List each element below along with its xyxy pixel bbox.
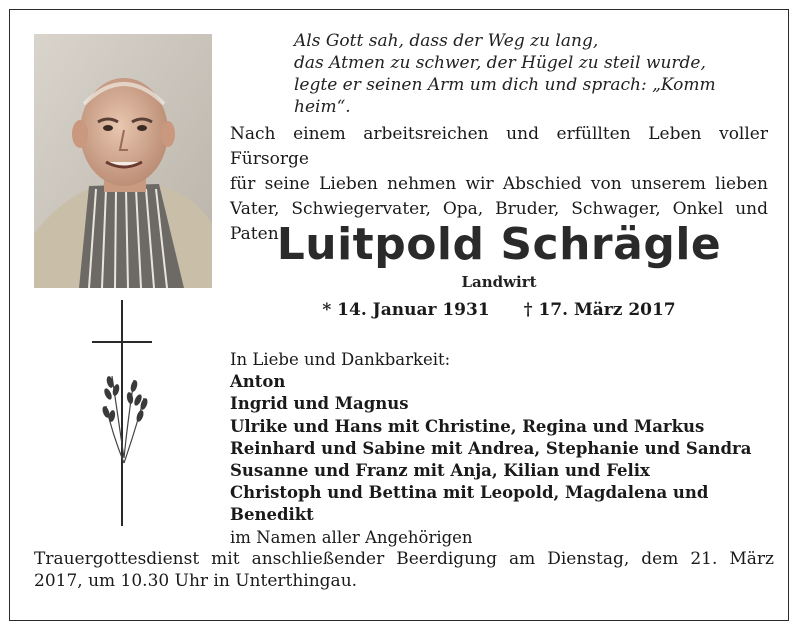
mourner-name: Anton: [230, 372, 286, 392]
poem-line: das Atmen zu schwer, der Hügel zu steil wurde,: [294, 53, 706, 73]
service-info: Trauergottesdienst mit anschließender Beerdigung am Dienstag, dem 21. März 2017, um 10.30 Uhr in Unterthingau.: [34, 549, 774, 591]
mourner-name: Ulrike und Hans mit Christine, Regina und Markus: [230, 416, 705, 436]
poem-line: legte er seinen Arm um dich und sprach: „Komm heim“.: [294, 75, 716, 117]
mourners-closing: im Namen aller Angehörigen: [230, 527, 473, 547]
mourner-name: Ingrid und Magnus: [230, 394, 409, 414]
poem-line: Als Gott sah, dass der Weg zu lang,: [294, 31, 599, 51]
mourners-heading: In Liebe und Dankbarkeit:: [230, 350, 451, 369]
mourners-list: [230, 349, 790, 549]
deceased-name: Luitpold Schrägle: [276, 219, 722, 270]
portrait-photo: [34, 34, 212, 288]
poem: [294, 30, 774, 118]
birth-date: * 14. Januar 1931: [322, 300, 490, 320]
cross-with-wheat-icon: [88, 298, 158, 528]
intro-line: Nach einem arbeitsreichen und erfüllten Leben voller Fürsorge: [230, 124, 768, 169]
deceased-occupation: Landwirt: [461, 273, 537, 291]
mourner-name: Christoph und Bettina mit Leopold, Magdalena und Benedikt: [230, 483, 709, 525]
intro-line: Vater, Schwiegervater, Opa, Bruder, Schwager, Onkel und Paten: [230, 199, 768, 244]
death-date: † 17. März 2017: [523, 300, 676, 320]
life-dates: [230, 300, 768, 320]
mourner-name: Reinhard und Sabine mit Andrea, Stephanie und Sandra: [230, 438, 752, 458]
intro-line: für seine Lieben nehmen wir Abschied von unserem lieben: [230, 174, 768, 194]
mourner-name: Susanne und Franz mit Anja, Kilian und Felix: [230, 461, 650, 481]
